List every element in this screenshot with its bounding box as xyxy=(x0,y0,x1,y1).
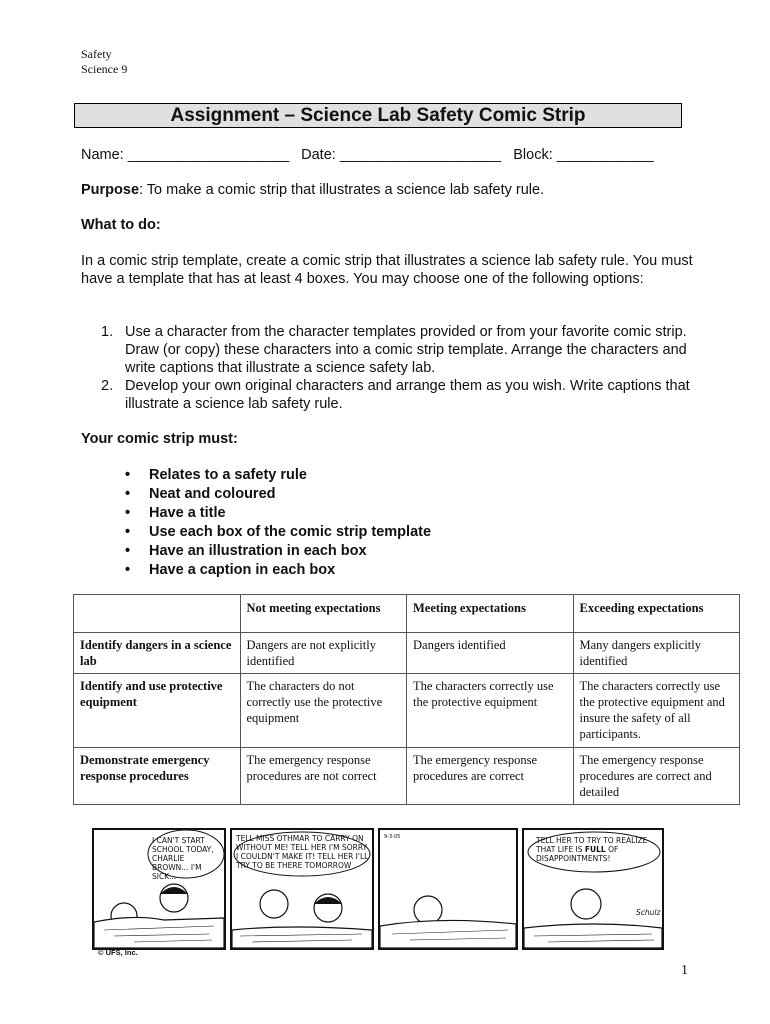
option-number: 2. xyxy=(101,378,114,394)
comic-panel-3 xyxy=(378,828,518,950)
rubric-table xyxy=(73,594,740,805)
purpose-text: : To make a comic strip that illustrates a science lab safety rule. xyxy=(139,182,545,198)
requirement-item: • Have a caption in each box xyxy=(123,561,431,580)
fields-row xyxy=(81,146,721,164)
speech-bubble-1: I CAN'T START SCHOOL TODAY, CHARLIE BROWN... I'M SICK... xyxy=(152,836,214,881)
header-line-1: Safety xyxy=(81,47,112,61)
option-text: Develop your own original characters and arrange them as you wish. Write captions that illustrate a science lab safety rule. xyxy=(125,378,690,412)
rubric-criterion: Identify and use protective equipment xyxy=(74,674,241,748)
requirement-item: • Have a title xyxy=(123,504,431,523)
rubric-cell: The emergency response procedures are correct and detailed xyxy=(573,748,740,805)
panel-3-drawing xyxy=(380,830,516,948)
requirement-item: • Have an illustration in each box xyxy=(123,542,431,561)
what-to-do-heading: What to do: xyxy=(81,217,161,233)
rubric-criterion: Demonstrate emergency response procedures xyxy=(74,748,241,805)
copyright-credit: © UFS, Inc. xyxy=(98,948,138,957)
option-item xyxy=(81,323,701,377)
rubric-cell: The characters correctly use the protective equipment and insure the safety of all participants. xyxy=(573,674,740,748)
rubric-cell: Many dangers explicitly identified xyxy=(573,633,740,674)
page-title: Assignment – Science Lab Safety Comic Strip xyxy=(74,103,682,128)
name-label: Name: xyxy=(81,147,124,163)
rubric-header-cell: Exceeding expectations xyxy=(573,595,740,633)
name-blank[interactable]: ____________________ xyxy=(127,147,290,163)
purpose-label: Purpose xyxy=(81,182,140,198)
rubric-cell: Dangers are not explicitly identified xyxy=(240,633,407,674)
bubble-4-text-a: TELL HER TO TRY TO REALIZE THAT LIFE IS xyxy=(536,836,648,854)
purpose xyxy=(81,181,721,199)
table-row xyxy=(74,633,740,674)
rubric-header-cell: Meeting expectations xyxy=(407,595,574,633)
artist-signature: Schulz xyxy=(636,908,661,917)
rubric-header-cell: Not meeting expectations xyxy=(240,595,407,633)
rubric-cell: The characters correctly use the protective equipment xyxy=(407,674,574,748)
bubble-4-text-b: OF DISAPPOINTMENTS! xyxy=(536,845,619,863)
options-list xyxy=(81,323,701,413)
panel-1-drawing xyxy=(94,830,224,948)
requirement-item: • Relates to a safety rule xyxy=(123,466,431,485)
rubric-cell: The characters do not correctly use the protective equipment xyxy=(240,674,407,748)
rubric-criterion: Identify dangers in a science lab xyxy=(74,633,241,674)
date-blank[interactable]: ____________________ xyxy=(339,147,502,163)
block-blank[interactable]: ____________ xyxy=(556,147,654,163)
requirement-item: • Use each box of the comic strip template xyxy=(123,523,431,542)
comic-panel-4 xyxy=(522,828,664,950)
panel-2-drawing xyxy=(232,830,372,948)
panel-4-drawing xyxy=(524,830,662,948)
option-number: 1. xyxy=(101,324,114,340)
rubric-cell: The emergency response procedures are correct xyxy=(407,748,574,805)
page-number: 1 xyxy=(681,963,688,978)
speech-bubble-2: TELL MISS OTHMAR TO CARRY ON WITHOUT ME! TELL HER I'M SORRY I COULDN'T MAKE IT! TELL HER I'LL TRY TO BE THERE TOMORROW xyxy=(236,834,369,870)
option-text: Use a character from the character templates provided or from your favorite comic strip. Draw (or copy) these characters into a comic strip template. Arrange the characters and write captions that illustrate a science safety lab. xyxy=(125,324,687,376)
rubric-cell: Dangers identified xyxy=(407,633,574,674)
what-to-do-intro: In a comic strip template, create a comic strip that illustrates a science lab safety rule. You must have a template that has at least 4 boxes. You may choose one of the following options: xyxy=(81,253,693,287)
doc-header xyxy=(81,47,127,77)
rubric-header-row xyxy=(74,595,740,633)
block-label: Block: xyxy=(513,147,553,163)
strip-date: 9-3-05 xyxy=(384,834,401,840)
option-item xyxy=(81,377,701,413)
bubble-4-emphasis: FULL xyxy=(584,845,606,854)
header-line-2: Science 9 xyxy=(81,62,128,76)
rubric-cell: The emergency response procedures are not correct xyxy=(240,748,407,805)
requirement-item: • Neat and coloured xyxy=(123,485,431,504)
table-row xyxy=(74,674,740,748)
comic-panel-1 xyxy=(92,828,226,950)
comic-panel-2 xyxy=(230,828,374,950)
requirements-list xyxy=(123,466,431,580)
table-row xyxy=(74,748,740,805)
must-heading: Your comic strip must: xyxy=(81,431,238,447)
comic-strip xyxy=(92,828,662,956)
rubric-header-cell xyxy=(74,595,241,633)
date-label: Date: xyxy=(301,147,336,163)
